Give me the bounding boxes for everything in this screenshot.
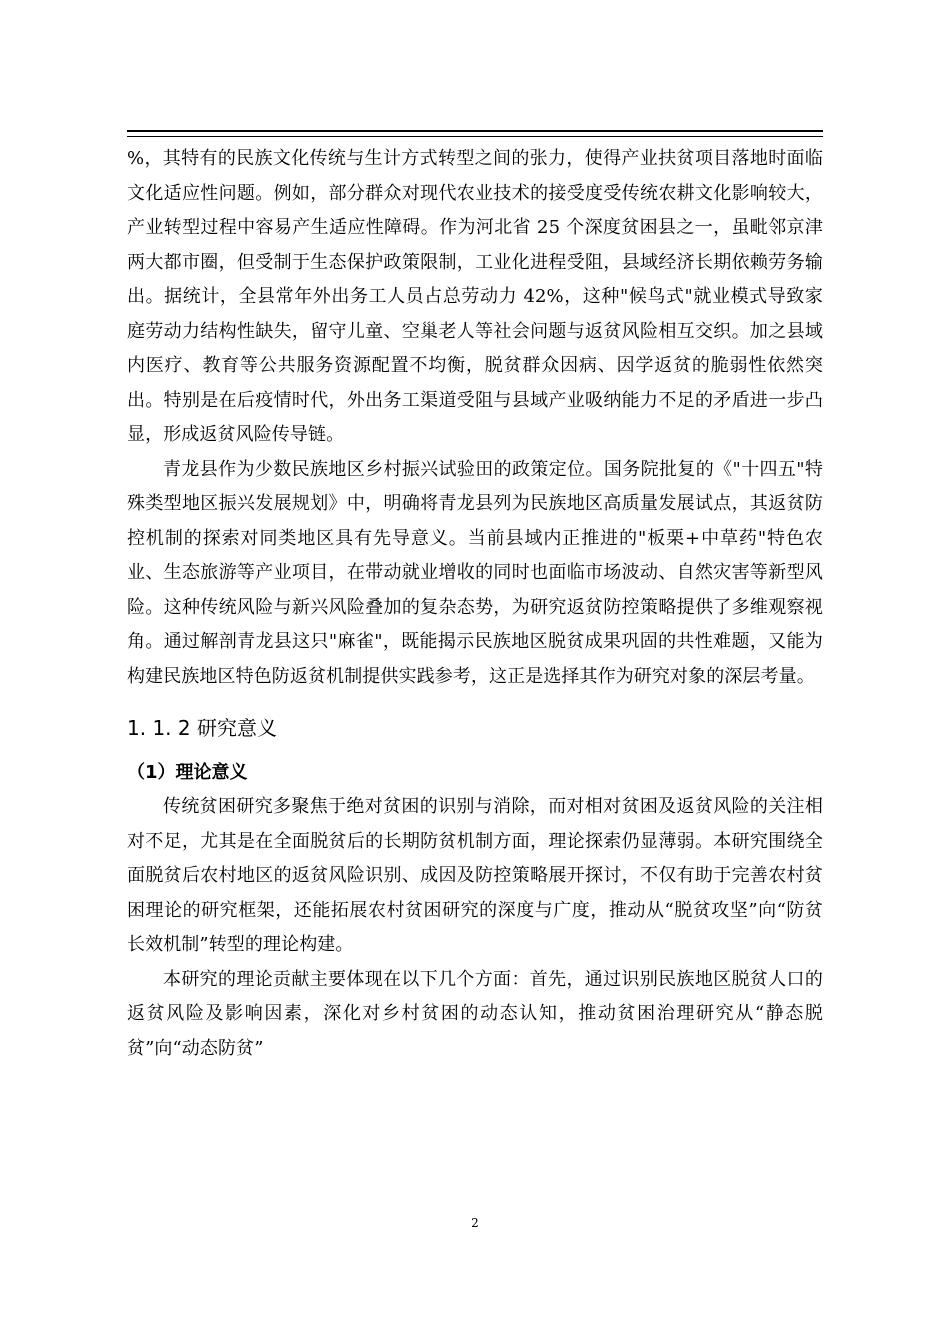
paragraph: 青龙县作为少数民族地区乡村振兴试验田的政策定位。国务院批复的《"十四五"特殊类型地区振兴发展规划》中，明确将青龙县列为民族地区高质量发展试点，其返贫防控机制的探索对同类地区具有先导意义。当前县域内正推进的"板栗+中草药"特色农业、生态旅游等产业项目，在带动就业增收的同时也面临市场波动、自然灾害等新型风险。这种传统风险与新兴风险叠加的复杂态势，为研究返贫防控策略提供了多维观察视角。通过解剖青龙县这只"麻雀"，既能揭示民族地区脱贫成果巩固的共性难题，又能为构建民族地区特色防返贫机制提供实践参考，这正是选择其作为研究对象的深层考量。	[127, 458, 823, 687]
paragraph-continued: %，其特有的民族文化传统与生计方式转型之间的张力，使得产业扶贫项目落地时面临文化适应性问题。例如，部分群众对现代农业技术的接受度受传统农耕文化影响较大，产业转型过程中容易产生适应性障碍。作为河北省 25 个深度贫困县之一，虽毗邻京津两大都市圈，但受制于生态保护政策限制，工业化进程受阻，县域经济长期依赖劳务输出。据统计，全县常年外出务工人员占总劳动力 42%，这种"候鸟式"就业模式导致家庭劳动力结构性缺失，留守儿童、空巢老人等社会问题与返贫风险相互交织。加之县域内医疗、教育等公共服务资源配置不均衡，脱贫群众因病、因学返贫的脆弱性依然突出。特别是在后疫情时代，外出务工渠道受阻与县域产业吸纳能力不足的矛盾进一步凸显，形成返贫风险传导链。	[127, 148, 823, 445]
header-rule	[127, 130, 823, 137]
paragraph: 传统贫困研究多聚焦于绝对贫困的识别与消除，而对相对贫困及返贫风险的关注相对不足，尤其是在全面脱贫后的长期防贫机制方面，理论探索仍显薄弱。本研究围绕全面脱贫后农村地区的返贫风险识别、成因及防控策略展开探讨，不仅有助于完善农村贫困理论的研究框架，还能拓展农村贫困研究的深度与广度，推动从“脱贫攻坚”向“防贫长效机制”转型的理论构建。	[127, 796, 823, 955]
document-body	[127, 142, 823, 1066]
page-number: 2	[471, 1216, 479, 1230]
subsection-heading: （1）理论意义	[127, 762, 248, 783]
section-heading: 1. 1. 2 研究意义	[127, 716, 277, 740]
paragraph: 本研究的理论贡献主要体现在以下几个方面：首先，通过识别民族地区脱贫人口的返贫风险及影响因素，深化对乡村贫困的动态认知，推动贫困治理研究从“静态脱贫”向“动态防贫”	[127, 968, 823, 1059]
